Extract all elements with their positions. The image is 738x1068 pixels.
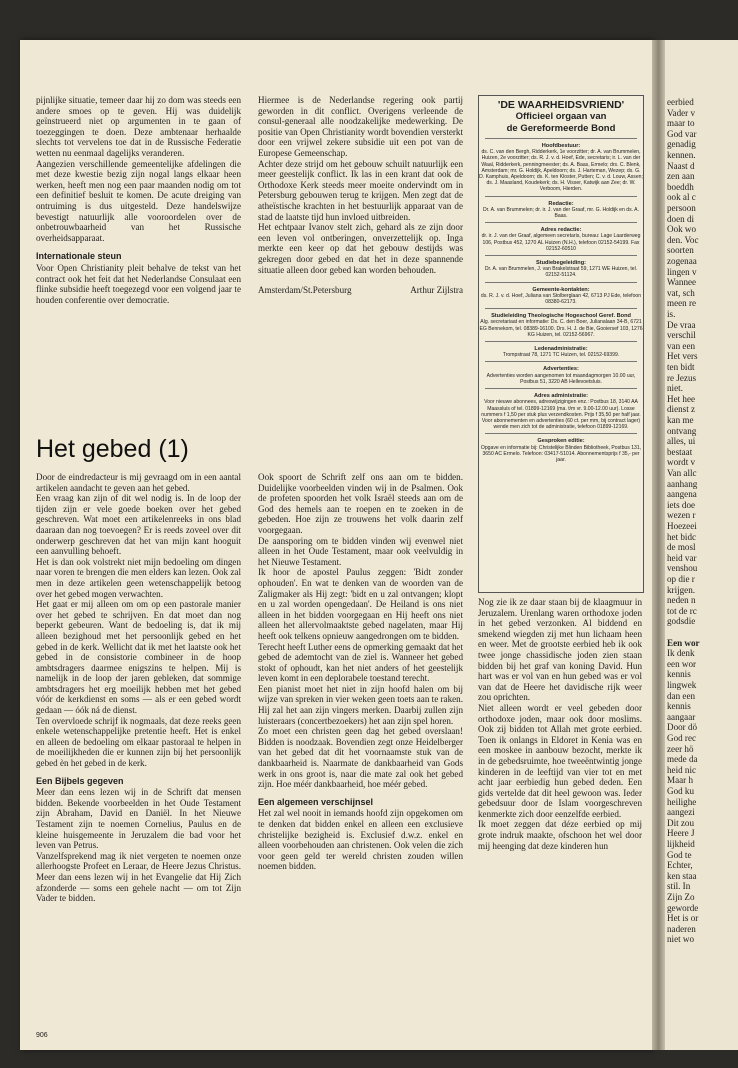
- paragraph: Terecht heeft Luther eens de opmerking gemaakt dat het gebed de ademtocht van de ziel is. Wanneer het gebed stokt of ophoudt, kan het niet anders of het geestelijk leven komt in een deplorabele toestand terecht.: [258, 641, 463, 684]
- next-page-line: niet.: [667, 383, 683, 394]
- next-page-line: re Jezus: [667, 372, 697, 383]
- next-page-line: verschil: [667, 330, 696, 341]
- next-page-line: dienst z: [667, 404, 696, 415]
- next-page-line: genadig: [667, 139, 696, 150]
- next-page-line: soorten: [667, 245, 694, 256]
- next-page-line: Heere J: [667, 828, 695, 839]
- next-page-line: maar to: [667, 118, 695, 129]
- next-page-line: boeddh: [667, 181, 694, 192]
- next-page-line: aangaar: [667, 711, 696, 722]
- next-page-line: venshou: [667, 563, 698, 574]
- colophon-title: 'DE WAARHEIDSVRIEND': [497, 99, 625, 111]
- colophon-section-text: Dr. A. van Brummelen; dr. ir. J. van der Graaf, mr. G. Holdijk en ds. A. Baas.: [483, 206, 639, 220]
- next-page-line: heilighe: [667, 796, 697, 807]
- colophon-section-text: Alg. secretariaat en informatie: Ds. C. den Boer, Julianalaan 34-B, 6721 EG Bennekom, tel. 08389-16100. Drs. H. J. de Bie, Gooiersef 103, 1276 KG Huizen, tel. 02152-56967.: [479, 319, 643, 338]
- article-column-1: [36, 472, 241, 904]
- paragraph: Vanzelfsprekend mag ik niet vergeten te noemen onze allerhoogste Profeet en Leraar, de Heere Jezus Christus. Meer dan eens lezen wij in het Evangelie dat Hij Zich afzonderde — soms een gehele nacht — om tot Zijn Vader te bidden.: [36, 850, 241, 904]
- colophon-section-heading: Adres redactie:: [540, 227, 582, 234]
- next-page-line: zogenaa: [667, 256, 697, 266]
- next-page-line: dan een: [667, 690, 696, 701]
- paragraph: Het zal wel nooit in iemands hoofd zijn opgekomen om te denken dat bidden enkel en alleen een exclusieve christelijke bezigheid is. Exclusief d.w.z. enkel en alleen voorbehouden aan christenen. Ook velen die zich voor geen geld ter wereld christen zouden willen noemen bidden.: [258, 808, 463, 872]
- paragraph: Het gaat er mij alleen om om op een pastorale manier over het gebed te schrijven. En dat moet dan nog beperkt gebeuren. Want de bedoeling is, dat ik mij alleen bezighoud met het persoonlijk gebed en het gebed in de kerk. Wellicht dat ik met het laatste ook het gebed in de consistorie combineer in de hoop ambtsdragers daarmee enigszins te helpen. Mij is namelijk in de loop der jaren gebleken, dat sommige ambtsdragers het erg moeilijk hebben met het gebed vóór de kerkdienst en soms — als er een gebed wordt gedaan — óók ná de dienst.: [36, 599, 241, 716]
- colophon-section-heading: Ledenadministratie:: [534, 346, 588, 353]
- colophon-section-text: dr. ir. J. van der Graaf, algemeen secretaris, bureau: Lage Laarderweg 106, Postbus 452, 1270 AL Huizen (N.H.), telefoon 02152-54199. Fax 02152-60510: [481, 233, 641, 252]
- next-page-line: kan me: [667, 415, 694, 425]
- next-page-line: aangezi: [667, 807, 695, 818]
- next-page-line: Het hee: [667, 393, 696, 404]
- paragraph: De aansporing om te bidden vinden wij evenwel niet alleen in het Oude Testament, maar ook veelvuldig in het Nieuwe Testament.: [258, 535, 463, 567]
- colophon-section-heading: Adres administratie:: [533, 393, 589, 400]
- paragraph: Voor Open Christianity pleit behalve de tekst van het contract ook het feit dat het Nederlandse Consulaat een flinke subsidie heeft toegezegd voor een volgend jaar te houden conferentie over democratie.: [36, 262, 241, 305]
- next-page-line: niet wo: [667, 934, 695, 945]
- colophon-section-text: Trompstraat 78, 1271 TC Huizen, tel. 02152-69399.: [502, 352, 620, 359]
- article-column-3: [478, 597, 642, 851]
- paragraph: Meer dan eens lezen wij in de Schrift dat mensen bidden. Bekende voorbeelden in het Oude Testament zijn Abraham, David en Daniël. In het Nieuwe Testament zijn te noemen Cornelius, Paulus en de kleine huisgemeente in Jeruzalem die bad voor het leven van Petrus.: [36, 787, 241, 851]
- intro-column-1: [36, 95, 241, 305]
- paragraph: Ook spoort de Schrift zelf ons aan om te bidden. Duidelijke voorbeelden vinden wij in de Psalmen. Ook de profeten spoorden het volk Israël steeds aan om de God des hemels aan te roepen en te zoeken in de gebeden. Hoe zijn ze trouwens het volk daarin zelf voorgegaan.: [258, 472, 463, 535]
- next-page-line: Ook wo: [667, 224, 697, 235]
- paragraph: Het echtpaar Ivanov stelt zich, gehard als ze zijn door een leven vol ontberingen, onverzettelijk op. Inga merkte een keer op dat het gebouw destijds was gekregen door gebed en dat het in deze spannende situatie alleen door gebed kan worden behouden.: [258, 222, 463, 275]
- paragraph: Niet alleen wordt er veel gebeden door orthodoxe joden, maar ook door moslims. Ook zij bidden tot Allah met grote eerbied. Toen ik onlangs in Eldoret in Kenia was en een moskee in aanbouw bezocht, merkte ik in de gebedsruimte, hoe tweeëntwintig jonge kinderen in de leeftijd van vier tot en met acht jaar eerbiedig hun gebed deden. Een gids vertelde dat dit heel gewoon was. Ieder gebedsuur door de Islam voorgeschreven kenmerkte zich door eenzelfde eerbied.: [478, 702, 642, 819]
- page-gutter: [652, 40, 665, 1050]
- next-page-line: kennis: [667, 669, 691, 680]
- colophon-divider: [485, 255, 637, 256]
- next-page-line: godsdie: [667, 616, 696, 627]
- colophon-divider: [485, 361, 637, 362]
- next-page-line: doen di: [667, 213, 695, 224]
- next-page-line: zeer hö: [667, 743, 694, 754]
- next-page-line: tot de rc: [667, 605, 697, 616]
- next-page-line: kennis: [667, 701, 691, 712]
- next-page-line: lijkheid: [667, 839, 695, 849]
- signature-place: Amsterdam/St.Petersburg: [258, 285, 352, 296]
- next-page-line: kennen.: [667, 150, 696, 160]
- colophon-section-heading: Redactie:: [548, 200, 574, 207]
- colophon-divider: [485, 308, 637, 309]
- next-page-line: op die r: [667, 574, 695, 584]
- next-page-line: ook al c: [667, 192, 696, 203]
- paragraph: Hiermee is de Nederlandse regering ook partij geworden in dit conflict. Overigens verleende de consul-generaal alle noodzakelijke medewerking. De positie van Open Christianity wordt bovendien versterkt door een vrijwel zekere subsidie uit een pot van de Europese Gemeenschap.: [258, 95, 463, 158]
- section-heading: Een algemeen verschijnsel: [258, 796, 374, 807]
- next-page-line: iets doe: [667, 499, 696, 510]
- page-number: 906: [36, 1032, 48, 1039]
- next-page-line: lingen v: [667, 266, 697, 277]
- next-page-line: lingwek: [667, 680, 697, 690]
- next-page-line: geworde: [667, 902, 699, 913]
- next-page-line: aanhang: [667, 478, 698, 489]
- next-page-line: God rec: [667, 733, 697, 743]
- next-page-line: Door dö: [667, 722, 698, 733]
- paragraph: Een pianist moet het niet in zijn hoofd halen om bij wijze van spreken in vier weken geen toets aan te raken. Hij zal het aan zijn vingers merken. Daarbij zullen zijn luisteraars (concertbezoekers) het aan zijn spel horen.: [258, 683, 463, 726]
- paragraph: Door de eindredacteur is mij gevraagd om in een aantal artikelen aandacht te geven aan het gebed.: [36, 472, 241, 493]
- next-page-line: Naast d: [667, 160, 695, 171]
- next-page-line: Wannee: [667, 277, 697, 288]
- next-page-line: neden n: [667, 595, 696, 606]
- colophon-section-text: Voor nieuwe abonnees, adreswijzigingen enz.: Postbus 18, 3140 AA Maassluis of tel. 01899-12169 (ma. t/m vr. 9.00-12.00 uur). Losse nummers f 1,50 per stuk plus verzendkosten. Prijs f 35,50 per half jaar. Voor abonnementen en advertenties (60 ct. per mm, bij contract lager) wende men zich tot de administratie, telefoon 01899-12169.: [481, 399, 641, 431]
- next-page-line: stil. In: [667, 881, 691, 892]
- article-column-2: [258, 472, 463, 872]
- colophon-divider: [485, 341, 637, 342]
- colophon-divider: [485, 282, 637, 283]
- colophon-section-text: ds. C. van den Bergh, Ridderkerk, 1e voorzitter; dr. A. van Brummelen, Huizen, 2e voorzitter; ds. R. J. v. d. Hoef, Ede, secretaris; ir. L. van der Waal, Ridderkerk, penningmeester; ds. A. Baas, Ermelo; drs. C. Blenk, Amsterdam; mr. G. Holdijk, Apeldoorn; ds. J. Harteman, Wezep; ds. G. D. Kamphuis, Apeldoorn; ds. K. ten Kloster, Putten; C. v. d. Louw, Assen; ds. J. Maasland, Koudekerk; ds. H. Visser, Katwijk aan Zee; dr. W. Verboom, Hierden.: [479, 149, 643, 193]
- next-page-line: is.: [667, 309, 676, 319]
- next-page-line: een wor: [667, 658, 697, 669]
- next-page-line: het bidc: [667, 531, 697, 542]
- next-page-line: mede da: [667, 754, 698, 765]
- next-page-line: ontvang: [667, 425, 697, 436]
- next-page-line: meen re: [667, 298, 697, 309]
- colophon-section-heading: Hoofdbestuur:: [541, 143, 581, 149]
- next-page-line: Van allc: [667, 468, 697, 478]
- signature: [258, 285, 463, 296]
- next-page-line: vat, sch: [667, 287, 695, 298]
- colophon-section-heading: Gemeente-kontakten:: [532, 286, 590, 293]
- paragraph: Een vraag kan zijn of dit wel nodig is. In de loop der tijden zijn er vele goede boeken over het gebed geschreven. Wat moet een artikelenreeks in ons blad daaraan dan nog toevoegen? Er is reeds zoveel over dit onderwerp geschreven dat het van mijn kant hooguit een aanvulling behoeft.: [36, 493, 241, 557]
- next-page-line: aangena: [667, 489, 697, 500]
- next-page-line: krijgen.: [667, 584, 696, 595]
- colophon-divider: [485, 138, 637, 139]
- next-page-line: zen aan: [667, 171, 695, 182]
- next-page-line: De vraa: [667, 319, 696, 330]
- colophon-subtitle: de Gereformeerde Bond: [506, 123, 616, 134]
- colophon-subtitle: Officieel orgaan van: [515, 111, 607, 122]
- next-page-line: Maar h: [667, 775, 694, 786]
- colophon-section-text: Dr. A. van Brummelen, J. van Brakelstraat 59, 1271 WE Huizen, tel. 02152-51124.: [484, 266, 638, 279]
- next-page-line: Een wor: [667, 637, 700, 648]
- paragraph: Zo moet een christen geen dag het gebed overslaan! Bidden is noodzaak. Bovendien zegt onze Heidelberger van het gebed dat dit het voornaamste stuk van de dankbaarheid is. Naarmate de dankbaarheid van Gods werk in ons groot is, naar die mate zal ook het gebed zijn. Hoe méér dankbaarheid, hoe méér gebed.: [258, 726, 463, 790]
- next-page-line: wordt v: [667, 457, 696, 468]
- next-page-line: God ku: [667, 786, 695, 796]
- colophon-section-text: Opgave en informatie bij: Christelijke Blinden Bibliotheek, Postbus 131, 3650 AC Ermelo. Telefoon: 03417-51014. Abonnementsprijs f 35,- per jaar.: [480, 444, 642, 463]
- next-page-fragment: [665, 40, 738, 1050]
- section-heading: Een Bijbels gegeven: [36, 775, 124, 786]
- section-heading: Internationale steun: [36, 251, 122, 262]
- article-title: Het gebed (1): [36, 435, 189, 463]
- colophon-section-text: Advertenties worden aangenomen tot maandagmorgen 10.00 uur, Postbus 51, 3220 AB Hellevoetsluis.: [486, 372, 636, 385]
- next-page-line: ken staa: [667, 870, 697, 881]
- colophon-section-text: ds. R. J. v. d. Hoef, Juliana van Stolberglaan 42, 6713 PJ Ede, telefoon 08380-62173.: [480, 292, 642, 306]
- next-page-line: bestaat: [667, 446, 693, 457]
- colophon-section-heading: Advertenties:: [543, 366, 579, 373]
- next-page-line: naderen: [667, 923, 696, 934]
- next-page-line: Echter,: [667, 860, 693, 871]
- signature-author: Arthur Zijlstra: [410, 285, 463, 296]
- next-page-line: God var: [667, 128, 697, 139]
- paragraph: Achter deze strijd om het gebouw schuilt natuurlijk een meer geestelijk conflict. Ik las in een krant dat ook de Orthodoxe Kerk steeds meer moeite ondervindt om in Petersburg gebouwen terug te krijgen. Men zegt dat de atheïstische krachten in het bestuurlijk apparaat van de stad de laatste tijd hun invloed uitbreiden.: [258, 158, 463, 222]
- next-page-line: Hoezeei: [667, 521, 697, 531]
- next-page-line: persoon: [667, 203, 696, 213]
- next-page-line: ten bidt: [667, 362, 695, 372]
- next-page-line: alles, ui: [667, 436, 696, 447]
- colophon-divider: [485, 433, 637, 434]
- colophon-divider: [485, 388, 637, 389]
- next-page-line: Vader v: [667, 107, 696, 118]
- next-page-line: heid nic: [667, 764, 697, 775]
- next-page-line: God te: [667, 849, 692, 860]
- paragraph: Ik hoor de apostel Paulus zeggen: 'Bidt zonder ophouden'. En wat te denken van de woorden van de Zaligmaker als Hij zegt: 'bidt en u zal ontvangen; klopt en u zal worden opengedaan'. De Heiland is ons niet alleen in het bidden voorgegaan en Hij heeft ons niet alleen het allervolmaaktste gebed nagelaten, maar Hij heeft ook telkens opnieuw aangedrongen om te bidden.: [258, 567, 463, 641]
- colophon-section-heading: Gesproken editie:: [537, 438, 585, 445]
- intro-column-2: [258, 95, 463, 296]
- colophon-divider: [485, 196, 637, 197]
- next-page-line: eerbied: [667, 97, 694, 107]
- colophon-section-heading: Studieleiding Theologische Hogeschool Geref. Bond: [491, 313, 631, 320]
- paragraph: Ik moet zeggen dat déze eerbied op mij grote indruk maakte, ofschoon het wel door mij heenging dat deze kinderen hun: [478, 819, 642, 851]
- colophon-box: [478, 95, 644, 593]
- next-page-line: wezen r: [667, 510, 696, 521]
- paragraph: Nog zie ik ze daar staan bij de klaagmuur in Jeruzalem. Urenlang waren orthodoxe joden in het gebed verzonken. Al biddend en smekend wiegden zij met hun lichaam heen en weer. Met de grootste eerbied heb ik ook twee jonge chassidische joden zien staan bidden bij het graf van koning David. Hun hart was er vol van en hun gebed was er vol van dat de Heere het davidische rijk weer zou oprichten.: [478, 597, 642, 703]
- next-page-line: den. Voc: [667, 234, 699, 245]
- next-page-line: de mosl: [667, 542, 696, 553]
- paragraph: Ten overvloede schrijf ik nogmaals, dat deze reeks geen enkele wetenschappelijke pretentie heeft. Het is enkel en alleen de bedoeling om elkaar pastoraal te helpen in de moeilijkheden die er kunnen zijn bij het persoonlijk gebed èn het gebed in de kerk.: [36, 715, 241, 769]
- next-page-line: Dit zou: [667, 817, 695, 828]
- paragraph: pijnlijke situatie, temeer daar hij zo dom was steeds een andere smoes op te geven. Hij was duidelijk geïnstrueerd niet op argumenten in te gaan of toezeggingen te doen. Deze ambtenaar herhaalde slechts tot vervelens toe dat in de Russische Federatie wetten nu eenmaal dagelijks veranderen.: [36, 95, 241, 158]
- colophon-divider: [485, 222, 637, 223]
- next-page-line: Zijn Zo: [667, 892, 695, 902]
- next-page-line: heid var: [667, 552, 697, 563]
- next-page-line: Het is or: [667, 913, 699, 924]
- colophon-section-heading: Studiebegeleiding:: [535, 260, 587, 267]
- next-page-line: Het vers: [667, 351, 698, 362]
- next-page-line: van een: [667, 340, 696, 351]
- paragraph: Aangezien verschillende gemeentelijke afdelingen die met deze kwestie bezig zijn nogal langs elkaar heen werken, heeft men nog een paar maanden nodig om tot een definitief besluit te komen. De acute dreiging van ontruiming is dus uitgesteld. Deze handelswijze bevestigt natuurlijk alle vooroordelen over de onbetrouwbaarheid van het Russische overheidsapparaat.: [36, 158, 241, 243]
- paragraph: Het is dan ook volstrekt niet mijn bedoeling om dingen naar voren te brengen die men elders kan lezen. Ook zal men in deze artikelen geen wetenschappelijk betoog over het gebed mogen verwachten.: [36, 556, 241, 599]
- next-page-line: Ik denk: [667, 648, 695, 659]
